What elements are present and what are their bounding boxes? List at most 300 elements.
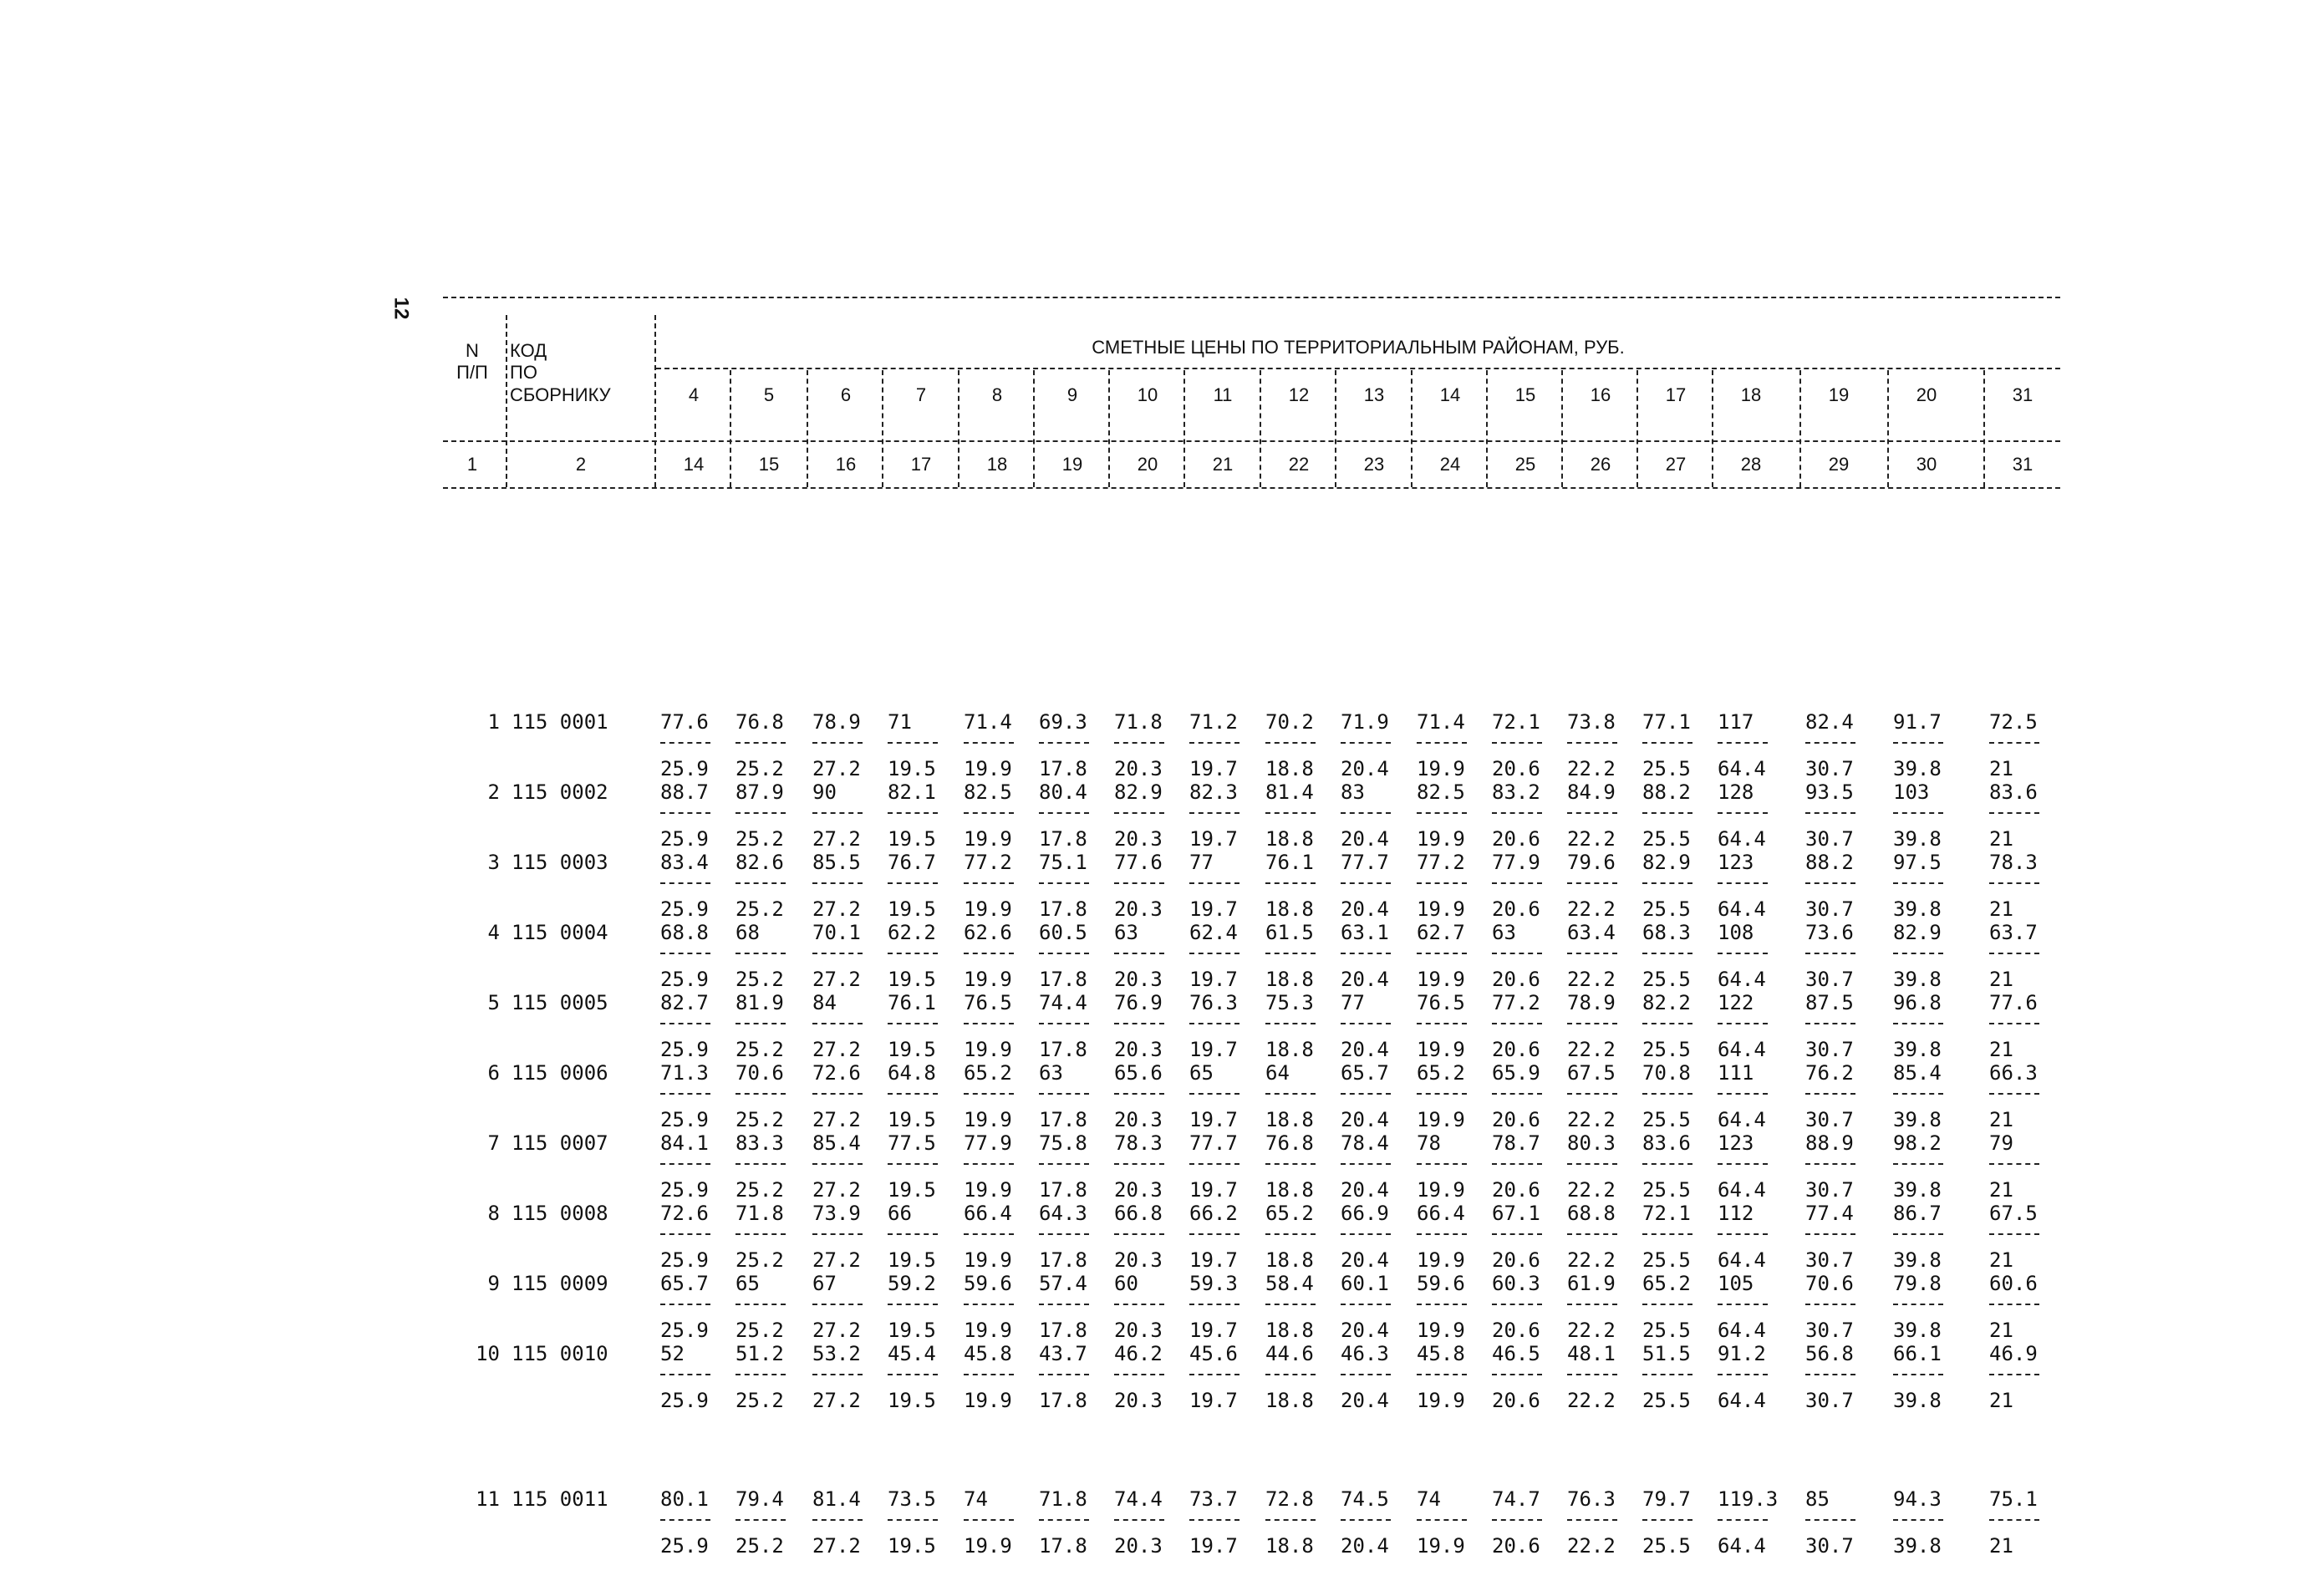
wage-value: 25.9 [660,1319,709,1342]
price-value: 82.5 [1417,780,1465,804]
wage-value: 20.6 [1492,1534,1540,1558]
price-cell [1567,921,1634,991]
fraction-rule [1567,1163,1617,1167]
price-value: 83.6 [1642,1131,1691,1155]
wage-value: 39.8 [1893,1319,1942,1342]
header-title-rule [656,368,2060,369]
price-value: 82.6 [736,851,784,874]
wage-value: 39.8 [1893,827,1942,851]
fraction-rule [1114,1233,1164,1237]
price-value: 66.4 [1417,1202,1465,1225]
wage-value: 19.9 [1417,1178,1465,1202]
wage-value: 18.8 [1265,897,1314,921]
price-value: 45.8 [1417,1342,1465,1365]
price-value: 85.5 [812,851,861,874]
index-cell: 18 [986,454,1008,475]
wage-value: 19.7 [1189,1248,1238,1272]
price-value: 65.7 [660,1272,709,1295]
price-value: 62.2 [888,921,936,944]
fraction-rule [660,1023,710,1026]
price-cell [1341,1487,1407,1558]
fraction-rule [1114,812,1164,816]
price-cell [1417,780,1484,851]
price-cell [1341,1202,1407,1272]
wage-value: 18.8 [1265,1319,1314,1342]
price-value: 66.9 [1341,1202,1389,1225]
fraction-rule [1265,882,1316,886]
region-header: 17 [1665,384,1687,405]
wage-value: 39.8 [1893,1178,1942,1202]
price-cell [964,780,1031,851]
wage-value: 20.6 [1492,827,1540,851]
fraction-rule [660,1233,710,1237]
fraction-rule [1567,1519,1617,1522]
fraction-rule [1642,1093,1692,1096]
price-value: 62.4 [1189,921,1238,944]
price-value: 73.7 [1189,1487,1238,1511]
fraction-rule [1265,1163,1316,1167]
fraction-rule [660,742,710,745]
price-cell [1805,921,1872,991]
table-row [443,1342,2060,1417]
header-title: СМЕТНЫЕ ЦЕНЫ ПО ТЕРРИТОРИАЛЬНЫМ РАЙОНАМ, РУБ. [1092,337,1625,358]
wage-value: 19.7 [1189,1534,1238,1558]
fraction-rule [1417,1163,1467,1167]
index-cell: 19 [1061,454,1083,475]
wage-value: 27.2 [812,1389,861,1412]
wage-value: 22.2 [1567,1534,1616,1558]
fraction-rule [888,1233,938,1237]
price-value: 78.9 [1567,991,1616,1014]
wage-value: 20.3 [1114,1108,1163,1131]
price-cell [1039,1061,1106,1131]
wage-value: 25.9 [660,897,709,921]
price-cell [1114,710,1181,780]
price-value: 73.9 [812,1202,861,1225]
wage-value: 30.7 [1805,897,1854,921]
price-value: 70.8 [1642,1061,1691,1085]
price-value: 70.6 [736,1061,784,1085]
price-cell [1265,1061,1332,1131]
page-number: 12 [389,297,413,320]
header-top-rule [443,297,2060,298]
wage-value: 20.6 [1492,1038,1540,1061]
fraction-rule [1893,1233,1943,1237]
price-value: 82.5 [964,780,1012,804]
price-cell [660,1272,727,1342]
price-value: 61.5 [1265,921,1314,944]
fraction-rule [1642,1374,1692,1377]
price-cell [888,1342,954,1412]
price-value: 73.8 [1567,710,1616,734]
fraction-rule [1893,882,1943,886]
fraction-rule [736,1233,786,1237]
wage-value: 25.2 [736,897,784,921]
row-code: 115 0004 [512,921,608,944]
price-cell [1265,1131,1332,1202]
wage-value: 64.4 [1718,757,1766,780]
fraction-rule [1989,953,2039,956]
table-row [443,1131,2060,1207]
wage-value: 19.5 [888,827,936,851]
price-value: 51.5 [1642,1342,1691,1365]
fraction-rule [1341,812,1391,816]
price-value: 76.1 [1265,851,1314,874]
price-cell [1039,780,1106,851]
fraction-rule [1341,882,1391,886]
wage-value: 27.2 [812,897,861,921]
price-cell [1718,710,1784,780]
price-value: 65.2 [964,1061,1012,1085]
price-value: 45.4 [888,1342,936,1365]
price-value: 74.7 [1492,1487,1540,1511]
price-cell [1417,1131,1484,1202]
price-value: 82.9 [1114,780,1163,804]
fraction-rule [964,742,1014,745]
price-cell [964,710,1031,780]
index-cell: 15 [758,454,780,475]
price-value: 83.6 [1989,780,2038,804]
wage-value: 19.5 [888,1319,936,1342]
fraction-rule [888,742,938,745]
price-cell [964,1272,1031,1342]
fraction-rule [1989,1163,2039,1167]
wage-value: 18.8 [1265,1248,1314,1272]
wage-value: 19.7 [1189,1178,1238,1202]
price-value: 77.9 [964,1131,1012,1155]
fraction-rule [1893,953,1943,956]
wage-value: 17.8 [1039,1534,1087,1558]
price-value: 71.9 [1341,710,1389,734]
price-cell [660,991,727,1061]
fraction-rule [1417,953,1467,956]
price-cell [888,1487,954,1558]
fraction-rule [1417,812,1467,816]
wage-value: 19.5 [888,897,936,921]
fraction-rule [1114,882,1164,886]
price-value: 67.5 [1567,1061,1616,1085]
fraction-rule [1189,742,1239,745]
table-row [443,780,2060,856]
wage-value: 20.4 [1341,1534,1389,1558]
price-cell [1114,851,1181,921]
price-cell [964,1487,1031,1558]
price-value: 78.3 [1114,1131,1163,1155]
price-value: 80.1 [660,1487,709,1511]
price-cell [1893,1202,1960,1272]
table-row [443,1202,2060,1277]
wage-value: 18.8 [1265,1038,1314,1061]
wage-value: 30.7 [1805,1178,1854,1202]
wage-value: 20.4 [1341,897,1389,921]
price-value: 84.9 [1567,780,1616,804]
row-number: 3 [487,851,500,874]
price-cell [1492,1202,1559,1272]
index-cell: 25 [1514,454,1536,475]
wage-value: 17.8 [1039,757,1087,780]
fraction-rule [812,1233,863,1237]
wage-value: 17.8 [1039,1038,1087,1061]
region-header: 14 [1439,384,1461,405]
wage-value: 19.9 [964,1038,1012,1061]
region-header: 6 [840,384,852,405]
index-cell: 24 [1439,454,1461,475]
wage-value: 22.2 [1567,1038,1616,1061]
price-cell [1189,1061,1256,1131]
price-value: 91.7 [1893,710,1942,734]
fraction-rule [1805,1093,1855,1096]
price-cell [1189,1342,1256,1412]
fraction-rule [888,1374,938,1377]
wage-value: 25.5 [1642,1178,1691,1202]
wage-value: 21 [1989,1178,2013,1202]
price-value: 59.6 [1417,1272,1465,1295]
price-value: 77.5 [888,1131,936,1155]
wage-value: 18.8 [1265,1389,1314,1412]
wage-value: 21 [1989,1248,2013,1272]
price-cell [1417,1202,1484,1272]
row-number: 10 [476,1342,500,1365]
price-cell [1417,1272,1484,1342]
region-header: 11 [1213,384,1233,405]
fraction-rule [1718,1093,1768,1096]
price-value: 94.3 [1893,1487,1942,1511]
price-cell [1567,780,1634,851]
wage-value: 20.4 [1341,1108,1389,1131]
fraction-rule [1805,812,1855,816]
price-value: 70.2 [1265,710,1314,734]
price-value: 79.4 [736,1487,784,1511]
price-value: 67.1 [1492,1202,1540,1225]
wage-value: 39.8 [1893,1108,1942,1131]
fraction-rule [1718,953,1768,956]
price-cell [1893,1272,1960,1342]
fraction-rule [1989,1374,2039,1377]
index-cell: 2 [575,454,587,475]
price-value: 76.7 [888,851,936,874]
price-cell [1189,1487,1256,1558]
price-value: 64.8 [888,1061,936,1085]
price-value: 77.1 [1642,710,1691,734]
price-cell [1642,1202,1709,1272]
wage-value: 25.5 [1642,1319,1691,1342]
price-value: 66.4 [964,1202,1012,1225]
price-value: 71 [888,710,912,734]
price-cell [964,921,1031,991]
price-value: 111 [1718,1061,1754,1085]
price-cell [1642,851,1709,921]
price-cell [1265,710,1332,780]
price-cell [1642,780,1709,851]
price-cell [1642,991,1709,1061]
wage-value: 20.6 [1492,1319,1540,1342]
fraction-rule [964,882,1014,886]
region-header: 9 [1066,384,1078,405]
wage-value: 27.2 [812,827,861,851]
price-value: 65 [736,1272,760,1295]
wage-value: 39.8 [1893,968,1942,991]
price-value: 112 [1718,1202,1754,1225]
price-cell [1893,921,1960,991]
price-cell [1805,1342,1872,1412]
wage-value: 30.7 [1805,1534,1854,1558]
wage-value: 19.5 [888,1389,936,1412]
price-cell [1893,1487,1960,1558]
fraction-rule [1265,953,1316,956]
price-value: 76.3 [1189,991,1238,1014]
wage-value: 64.4 [1718,1248,1766,1272]
price-value: 63 [1492,921,1516,944]
fraction-rule [812,1023,863,1026]
price-value: 46.3 [1341,1342,1389,1365]
price-value: 78 [1417,1131,1441,1155]
wage-value: 17.8 [1039,968,1087,991]
region-header: 31 [2012,384,2033,405]
row-number: 11 [476,1487,500,1511]
fraction-rule [1039,1163,1089,1167]
wage-value: 20.3 [1114,1534,1163,1558]
price-value: 123 [1718,851,1754,874]
fraction-rule [1265,742,1316,745]
price-cell [1417,991,1484,1061]
header-pp: П/П [456,362,488,383]
price-value: 63.7 [1989,921,2038,944]
price-value: 79.7 [1642,1487,1691,1511]
price-value: 46.9 [1989,1342,2038,1365]
price-cell [736,710,802,780]
table-row [443,1061,2060,1136]
price-value: 76.8 [736,710,784,734]
price-cell [1805,780,1872,851]
price-cell [1114,1202,1181,1272]
wage-value: 22.2 [1567,1108,1616,1131]
price-cell [1642,1342,1709,1412]
wage-value: 25.2 [736,1038,784,1061]
price-value: 60.6 [1989,1272,2038,1295]
price-value: 74 [1417,1487,1441,1511]
wage-value: 20.3 [1114,1319,1163,1342]
price-value: 77.9 [1492,851,1540,874]
wage-value: 17.8 [1039,1178,1087,1202]
region-header: 10 [1137,384,1158,405]
fraction-rule [1989,882,2039,886]
price-value: 82.9 [1642,851,1691,874]
price-value: 65.9 [1492,1061,1540,1085]
fraction-rule [1039,1023,1089,1026]
region-header: 7 [915,384,927,405]
price-value: 59.2 [888,1272,936,1295]
price-cell [660,1342,727,1412]
fraction-rule [1189,1093,1239,1096]
wage-value: 20.3 [1114,757,1163,780]
price-cell [1114,1487,1181,1558]
fraction-rule [1642,1233,1692,1237]
wage-value: 19.9 [1417,968,1465,991]
region-header: 5 [763,384,775,405]
price-value: 68.8 [1567,1202,1616,1225]
wage-value: 20.3 [1114,897,1163,921]
price-cell [1341,1131,1407,1202]
price-value: 76.9 [1114,991,1163,1014]
wage-value: 30.7 [1805,1389,1854,1412]
price-value: 76.1 [888,991,936,1014]
price-value: 108 [1718,921,1754,944]
price-value: 78.7 [1492,1131,1540,1155]
price-cell [1805,851,1872,921]
region-header: 18 [1740,384,1762,405]
price-cell [1989,710,2056,780]
price-cell [964,1202,1031,1272]
wage-value: 27.2 [812,1319,861,1342]
wage-value: 20.6 [1492,968,1540,991]
price-cell [1567,1487,1634,1558]
price-value: 74 [964,1487,988,1511]
price-cell [1567,1272,1634,1342]
wage-value: 39.8 [1893,897,1942,921]
region-header: 12 [1288,384,1310,405]
region-header: 20 [1916,384,1937,405]
price-cell [736,1342,802,1412]
wage-value: 18.8 [1265,1178,1314,1202]
wage-value: 20.6 [1492,1389,1540,1412]
price-value: 63 [1039,1061,1063,1085]
price-value: 44.6 [1265,1342,1314,1365]
wage-value: 20.3 [1114,1248,1163,1272]
row-code: 115 0006 [512,1061,608,1085]
wage-value: 19.9 [1417,897,1465,921]
wage-value: 64.4 [1718,1178,1766,1202]
wage-value: 21 [1989,897,2013,921]
price-value: 74.5 [1341,1487,1389,1511]
header-code-2: ПО [510,362,537,383]
wage-value: 20.6 [1492,1108,1540,1131]
wage-value: 25.2 [736,1248,784,1272]
fraction-rule [1805,953,1855,956]
wage-value: 25.2 [736,1319,784,1342]
price-value: 83.4 [660,851,709,874]
fraction-rule [812,1304,863,1307]
price-value: 76.5 [964,991,1012,1014]
wage-value: 39.8 [1893,1038,1942,1061]
wage-value: 19.9 [964,1389,1012,1412]
wage-value: 20.4 [1341,1389,1389,1412]
price-cell [1417,921,1484,991]
wage-value: 19.9 [1417,1108,1465,1131]
price-cell [812,1202,879,1272]
price-value: 128 [1718,780,1754,804]
wage-value: 19.5 [888,757,936,780]
wage-value: 39.8 [1893,1534,1942,1558]
price-value: 58.4 [1265,1272,1314,1295]
price-value: 88.2 [1642,780,1691,804]
region-header: 19 [1828,384,1850,405]
price-cell [1341,991,1407,1061]
fraction-rule [1567,1374,1617,1377]
price-cell [1642,710,1709,780]
fraction-rule [1492,1023,1542,1026]
fraction-rule [1718,1304,1768,1307]
fraction-rule [1567,953,1617,956]
price-value: 72.1 [1642,1202,1691,1225]
price-cell [1989,1272,2056,1342]
fraction-rule [1718,1023,1768,1026]
fraction-rule [1189,1374,1239,1377]
fraction-rule [1567,1093,1617,1096]
wage-value: 22.2 [1567,1389,1616,1412]
price-value: 74.4 [1039,991,1087,1014]
wage-value: 21 [1989,1319,2013,1342]
wage-value: 22.2 [1567,1319,1616,1342]
